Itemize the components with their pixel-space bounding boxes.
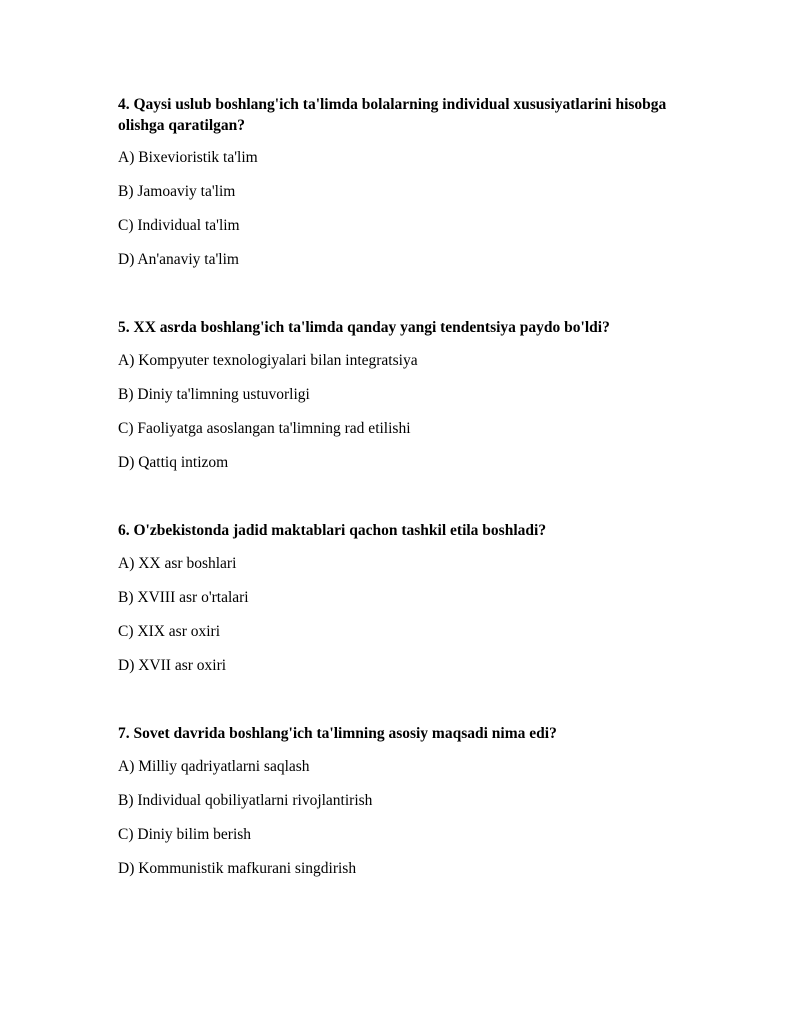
question-title: 6. O'zbekistonda jadid maktablari qachon tashkil etila boshladi? (118, 522, 547, 539)
answer-option: D) An'anaviy ta'lim (118, 251, 239, 268)
answer-option: B) Diniy ta'limning ustuvorligi (118, 386, 310, 403)
answer-option: B) XVIII asr o'rtalari (118, 589, 249, 606)
answer-option: C) Individual ta'lim (118, 217, 240, 234)
answer-option: A) Kompyuter texnologiyalari bilan integratsiya (118, 352, 418, 369)
answer-option: C) Faoliyatga asoslangan ta'limning rad etilishi (118, 420, 411, 437)
question-title: 4. Qaysi uslub boshlang'ich ta'limda bolalarning individual xususiyatlarini hisobga olishga qaratilgan? (118, 96, 667, 134)
answer-option: A) XX asr boshlari (118, 555, 237, 572)
answer-option: B) Jamoaviy ta'lim (118, 183, 236, 200)
answer-option: B) Individual qobiliyatlarni rivojlantirish (118, 792, 373, 809)
answer-option: A) Bixevioristik ta'lim (118, 149, 258, 166)
question-7 (118, 723, 688, 877)
answer-option: C) XIX asr oxiri (118, 623, 221, 640)
answer-option: D) Kommunistik mafkurani singdirish (118, 860, 357, 877)
question-5 (118, 317, 688, 471)
question-title: 7. Sovet davrida boshlang'ich ta'limning asosiy maqsadi nima edi? (118, 725, 557, 742)
answer-option: D) Qattiq intizom (118, 454, 229, 471)
question-4 (118, 94, 688, 268)
answer-option: D) XVII asr oxiri (118, 657, 227, 674)
question-title: 5. XX asrda boshlang'ich ta'limda qanday yangi tendentsiya paydo bo'ldi? (118, 319, 610, 336)
question-6 (118, 520, 688, 674)
answer-option: A) Milliy qadriyatlarni saqlash (118, 758, 310, 775)
answer-option: C) Diniy bilim berish (118, 826, 252, 843)
